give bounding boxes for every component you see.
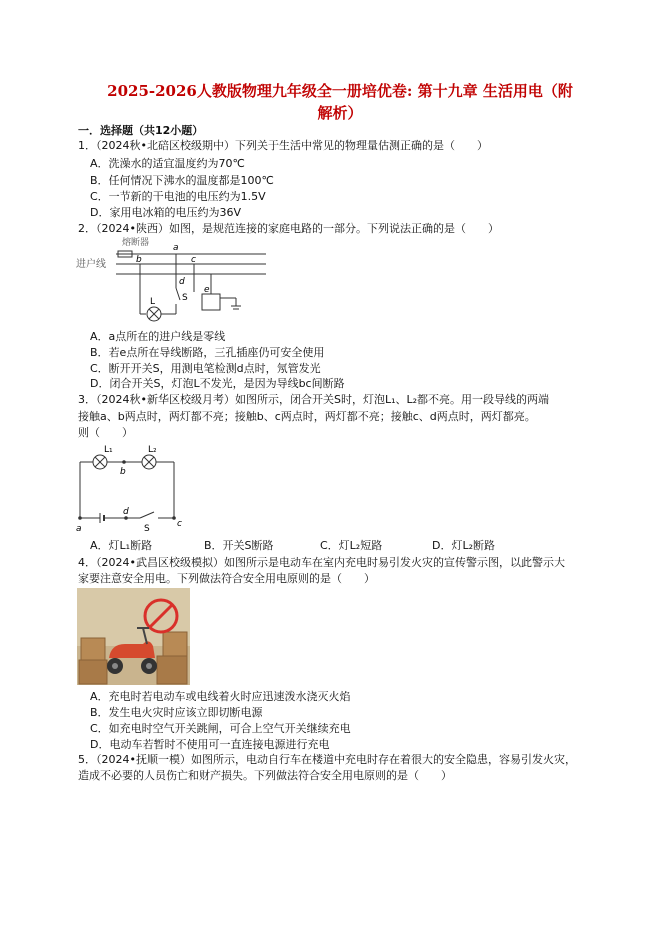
point-a-label: a (76, 524, 82, 534)
question-3-option-c: C．灯L₂短路 (320, 539, 383, 552)
question-2-option-c: C．断开开关S，用测电笔检测d点时，氖管发光 (90, 362, 321, 375)
point-b-label: b (136, 255, 142, 265)
point-d-label: d (179, 277, 185, 287)
fuse-label: 熔断器 (122, 238, 150, 248)
document-title-line2: 解析） (317, 104, 363, 122)
question-4-option-b: B．发生电火灾时应该立即切断电源 (90, 706, 263, 719)
question-3-option-a: A．灯L₁断路 (90, 539, 153, 552)
series-circuit-figure (76, 442, 186, 534)
point-c-label: c (177, 519, 182, 529)
lamp-l2-label: L₂ (148, 445, 157, 455)
point-a-label: a (173, 243, 179, 253)
point-b-label: b (120, 467, 126, 477)
question-1-option-b: B．任何情况下沸水的温度都是100℃ (90, 174, 274, 187)
question-4-stem-line1: 4．（2024•武昌区校级模拟）如图所示是电动车在室内充电时易引发火灾的宣传警示图，以此警示大 (78, 556, 565, 569)
question-3-option-d: D．灯L₂断路 (432, 539, 496, 552)
point-c-label: c (191, 255, 196, 265)
question-2-option-d: D．闭合开关S，灯泡L不发光，是因为导线bc间断路 (90, 377, 345, 390)
question-3-stem-line1: 3．（2024秋•新华区校级月考）如图所示，闭合开关S时，灯泡L₁、L₂都不亮。用一段导线的两端 (78, 393, 550, 406)
question-1-option-c: C．一节新的干电池的电压约为1.5V (90, 190, 266, 203)
question-3-stem-line2: 接触a、b两点时，两灯都不亮；接触b、c两点时，两灯都不亮；接触c、d两点时，两灯都亮。 (78, 410, 536, 423)
question-1-stem: 1．（2024秋•北碚区校级期中）下列关于生活中常见的物理量估测正确的是（ ） (78, 139, 488, 152)
point-d-label: d (123, 507, 129, 517)
question-3-option-b: B．开关S断路 (204, 539, 274, 552)
question-4-option-c: C．如充电时空气开关跳闸，可合上空气开关继续充电 (90, 722, 351, 735)
question-2-stem: 2．（2024•陕西）如图，是规范连接的家庭电路的一部分。下列说法正确的是（ ） (78, 222, 499, 235)
point-e-label: e (204, 285, 210, 295)
question-5-stem-line2: 造成不必要的人员伤亡和财产损失。下列做法符合安全用电原则的是（ ） (78, 769, 452, 782)
question-4-option-a: A．充电时若电动车或电线着火时应迅速泼水浇灭火焰 (90, 690, 351, 703)
switch-s-label: S (144, 524, 150, 534)
question-2-option-a: A．a点所在的进户线是零线 (90, 330, 226, 343)
question-4-option-d: D．电动车若暂时不使用可一直连接电源进行充电 (90, 738, 330, 751)
ebike-fire-warning-image (77, 588, 190, 685)
switch-s-label: S (182, 293, 188, 303)
question-5-stem-line1: 5．（2024•抚顺一模）如图所示，电动自行车在楼道中充电时存在着很大的安全隐患，容易引发火灾， (78, 753, 576, 766)
document-title-line1: 2025-2026人教版物理九年级全一册培优卷: 第十九章 生活用电（附 (107, 82, 573, 100)
question-3-stem-line3: 则（ ） (78, 426, 133, 439)
question-1-option-d: D．家用电冰箱的电压约为36V (90, 206, 241, 219)
inlet-label: 进户线 (76, 259, 106, 270)
question-2-option-b: B．若e点所在导线断路，三孔插座仍可安全使用 (90, 346, 325, 359)
household-circuit-figure (76, 236, 276, 328)
lamp-l-label: L (150, 297, 156, 307)
question-4-stem-line2: 家要注意安全用电。下列做法符合安全用电原则的是（ ） (78, 572, 375, 585)
question-1-option-a: A．洗澡水的适宜温度约为70℃ (90, 157, 245, 170)
lamp-l1-label: L₁ (104, 445, 113, 455)
section-heading: 一．选择题（共12小题） (78, 124, 204, 137)
